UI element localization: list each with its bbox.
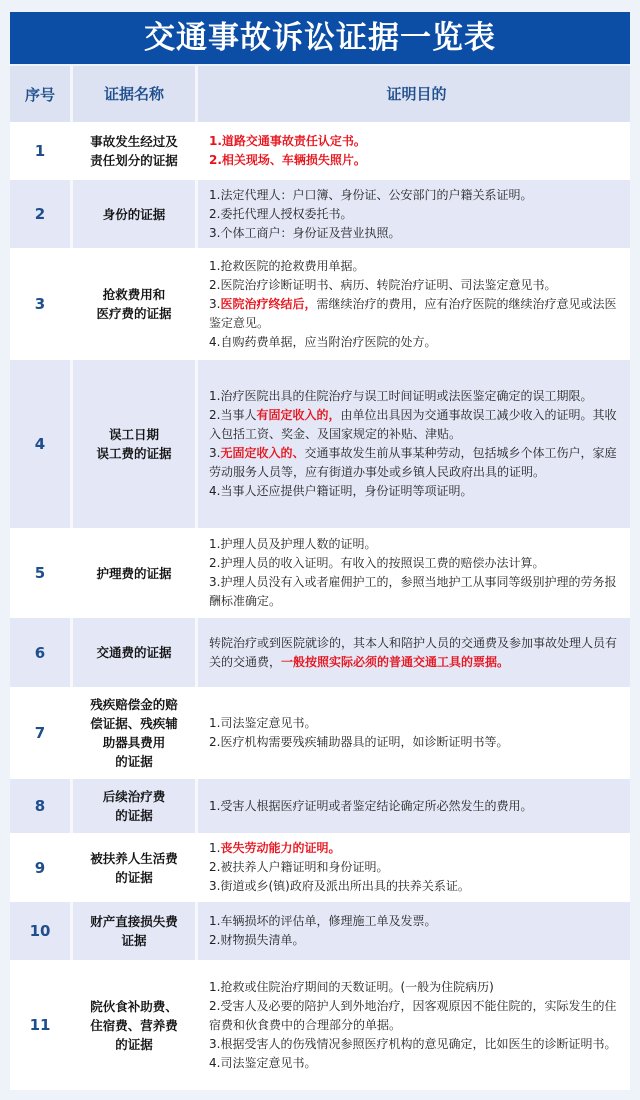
purpose-text: 4.当事人还应提供户籍证明，身份证明等项证明。 [209,484,473,498]
purpose-text: 2.护理人员的收入证明。有收入的按照误工费的赔偿办法计算。 [209,556,545,570]
evidence-name [73,528,198,618]
header-purpose: 证明目的 [386,84,447,103]
evidence-name-line: 后续治疗费 [102,789,166,804]
evidence-name [73,779,198,833]
purpose-item [209,978,624,997]
purpose-item [209,858,624,877]
row-number: 5 [34,564,46,582]
purpose-item [209,186,624,205]
purpose-item [209,797,624,816]
table-row [10,833,630,902]
row-number: 6 [10,618,73,687]
purpose-text: 1.护理人员及护理人数的证明。 [209,537,377,551]
purpose-item [209,151,624,170]
evidence-purpose [198,960,630,1090]
purpose-text: 1.法定代理人：户口簿、身份证、公安部门的户籍关系证明。 [209,187,533,202]
row-number: 4 [10,360,73,528]
evidence-name-line: 医疗费的证据 [96,306,172,321]
evidence-name-line: 身份的证据 [102,206,166,222]
purpose-text: 1.司法鉴定意见书。 [209,716,317,730]
evidence-purpose [198,122,630,180]
evidence-name [73,122,198,180]
purpose-text: 2.当事人 [209,408,257,422]
evidence-name-line: 财产直接损失费 [90,914,178,929]
header-no: 序号 [10,66,73,122]
purpose-text: 3. [209,296,221,311]
evidence-name-line: 院伙食补助费、 [90,998,178,1014]
evidence-name-line: 责任划分的证据 [90,153,178,168]
highlighted-text: 无固定收入的、 [220,446,305,460]
evidence-purpose [198,360,630,528]
evidence-name-line: 证据 [121,933,147,948]
purpose-item [209,1054,624,1073]
evidence-purpose [198,180,630,248]
purpose-text: 2.财物损失清单。 [209,933,305,947]
table-row [10,618,630,687]
purpose-text: 由单位出具因为交通事故误工减少收入的证明。其收入包括工资、奖金、及国家规定的补贴、津贴。 [209,408,617,441]
evidence-name [73,902,198,960]
purpose-text: 2.医院治疗诊断证明书、病历、转院治疗证明、司法鉴定意见书。 [209,277,557,292]
purpose-item [209,912,624,931]
evidence-name-line: 残疾赔偿金的赔 [90,697,178,712]
purpose-text: 1.治疗医院出具的住院治疗与误工时间证明或法医鉴定确定的误工期限。 [209,389,593,403]
highlighted-text: 丧失劳动能力的证明。 [220,841,341,855]
evidence-name-line: 交通费的证据 [96,645,172,660]
purpose-item [209,257,624,276]
table-row [10,902,630,960]
evidence-name [73,248,198,360]
table-row [10,180,630,248]
evidence-name [73,618,198,687]
purpose-text: 1.车辆损坏的评估单，修理施工单及发票。 [209,914,437,928]
row-number: 10 [10,902,73,960]
purpose-item [209,877,624,896]
evidence-name [73,180,198,248]
purpose-text: 1. [209,841,221,855]
evidence-purpose [198,248,630,360]
evidence-name [73,960,198,1090]
purpose-item [209,482,624,501]
purpose-item [209,444,624,482]
row-number: 2 [10,180,73,248]
table-row [10,248,630,360]
highlighted-text: 2.相关现场、车辆损失照片。 [209,153,366,167]
table-header [10,66,630,122]
table-row [10,687,630,779]
purpose-item [209,839,624,858]
purpose-item [209,295,624,333]
evidence-name-line: 误工费的证据 [96,446,172,461]
evidence-table [10,66,630,1090]
highlighted-text: 有固定收入的， [256,408,341,422]
evidence-name-line: 被扶养人生活费 [90,850,178,866]
row-number: 3 [34,295,46,313]
purpose-text: 2.被扶养人户籍证明和身份证明。 [209,860,389,874]
evidence-name-line: 住宿费、营养费 [90,1017,178,1033]
evidence-name-line: 偿证据、残疾辅 [90,716,178,731]
purpose-item [209,333,624,352]
highlighted-text: 医院治疗终结后， [220,296,317,311]
table-row [10,960,630,1090]
purpose-text: 1.抢救或住院治疗期间的天数证明。(一般为住院病历) [209,979,494,994]
purpose-text: 2.委托代理人授权委托书。 [209,206,353,221]
purpose-item [209,276,624,295]
evidence-name [73,833,198,902]
purpose-item [209,406,624,444]
purpose-text: 转院治疗或到医院就诊的，其本人和陪护人员的交通费及参加事故处理人员有关的交通费， [209,635,618,669]
purpose-text: 3.街道或乡(镇)政府及派出所出具的扶养关系证。 [209,879,470,893]
highlighted-text: 一般按照实际必须的普通交通工具的票据。 [281,654,510,669]
purpose-item [209,634,624,672]
evidence-name-line: 护理费的证据 [96,565,172,581]
purpose-text: 交通事故发生前从事某种劳动，包括城乡个体工伤户，家庭劳动服务人员等，应有街道办事处或乡镇人民政府出具的证明。 [209,446,617,479]
evidence-purpose [198,902,630,960]
row-number: 11 [29,1016,51,1034]
evidence-name-line: 的证据 [115,1036,153,1052]
highlighted-text: 1.道路交通事故责任认定书。 [209,134,366,148]
purpose-text: 4.自购药费单据，应当附治疗医院的处方。 [209,334,437,349]
purpose-item [209,387,624,406]
purpose-text: 3.根据受害人的伤残情况参照医疗机构的意见确定，比如医生的诊断证明书。 [209,1036,617,1051]
header-name: 证据名称 [73,66,198,122]
purpose-text: 3.个体工商户：身份证及营业执照。 [209,225,401,240]
purpose-item [209,224,624,243]
row-number: 1 [34,142,46,160]
purpose-item [209,573,624,611]
purpose-item [209,931,624,950]
purpose-item [209,997,624,1035]
purpose-item [209,205,624,224]
evidence-name-line: 抢救费用和 [102,287,166,302]
evidence-purpose [198,528,630,618]
evidence-name-line: 的证据 [115,869,153,885]
evidence-name-line: 事故发生经过及 [90,134,178,149]
purpose-item [209,535,624,554]
evidence-purpose [198,687,630,779]
evidence-name [73,687,198,779]
evidence-name-line: 误工日期 [108,427,159,442]
purpose-item [209,1035,624,1054]
purpose-text: 2.受害人及必要的陪护人到外地治疗，因客观原因不能住院的，实际发生的住宿费和伙食费中的合理部分的单据。 [209,998,617,1032]
purpose-text: 2.医疗机构需要残疾辅助器具的证明，如诊断证明书等。 [209,735,509,749]
purpose-text: 3.护理人员没有入或者雇佣护工的，参照当地护工从事同等级别护理的劳务报酬标准确定。 [209,575,617,608]
row-number: 9 [34,858,46,877]
purpose-item [209,554,624,573]
evidence-purpose [198,618,630,687]
purpose-text: 需继续治疗的费用，应有治疗医院的继续治疗意见或法医鉴定意见。 [209,296,617,330]
purpose-text: 3. [209,446,221,460]
evidence-name-line: 的证据 [115,754,153,769]
purpose-item [209,733,624,752]
row-number: 7 [34,724,46,742]
page-title: 交通事故诉讼证据一览表 [10,12,630,64]
evidence-name-line: 的证据 [115,808,153,823]
table-row [10,360,630,528]
table-row [10,779,630,833]
purpose-text: 4.司法鉴定意见书。 [209,1055,317,1070]
row-number: 8 [10,779,73,833]
table-row [10,122,630,180]
table-row [10,528,630,618]
evidence-name-line: 助器具费用 [102,735,166,750]
evidence-purpose [198,833,630,902]
purpose-text: 1.抢救医院的抢救费用单据。 [209,258,365,273]
purpose-item [209,132,624,151]
purpose-item [209,714,624,733]
purpose-text: 1.受害人根据医疗证明或者鉴定结论确定所必然发生的费用。 [209,798,533,813]
evidence-purpose [198,779,630,833]
evidence-name [73,360,198,528]
